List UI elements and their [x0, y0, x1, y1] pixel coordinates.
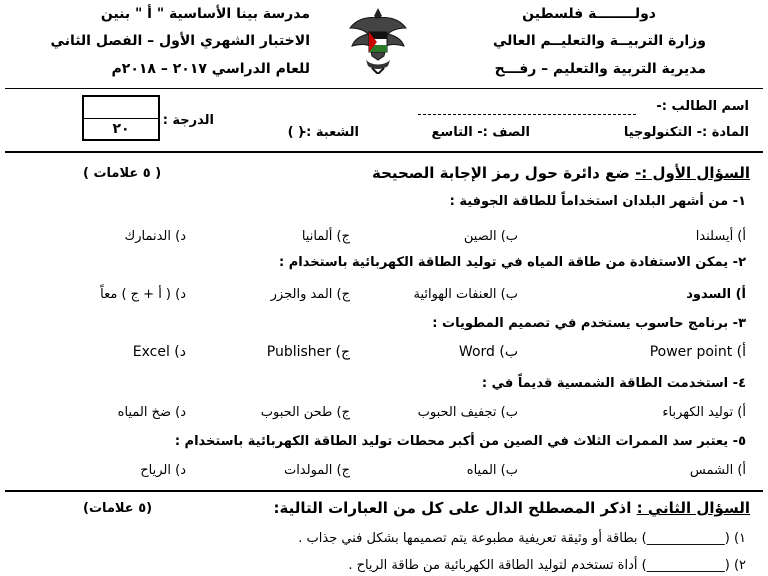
- q2-item1-blank[interactable]: (____________): [641, 531, 730, 546]
- info-divider: [5, 151, 763, 153]
- q2-instruction: اذكر المصطلح الدال على كل من العبارات التالية:: [273, 499, 632, 517]
- q1-divider: [5, 490, 763, 492]
- score-label: الدرجة :: [162, 113, 214, 128]
- q2-heading: [274, 499, 751, 517]
- student-name-label: اسم الطالب :-: [656, 99, 749, 114]
- q1-marks: ( ٥ علامات ): [83, 166, 162, 181]
- q1-item4-option-d[interactable]: د) ضخ المياه: [117, 405, 186, 420]
- q2-item1-text: بطاقة أو وثيقة تعريفية مطبوعة يتم تصميمها بشكل فني جذاب .: [298, 531, 638, 546]
- q1-item2-stem: ٢- يمكن الاستفادة من طاقة المياه في توليد الطاقة الكهربائية باستخدام :: [279, 255, 746, 270]
- section-field[interactable]: ( ): [287, 125, 304, 140]
- q1-item1-option-a[interactable]: أ) أيسلندا: [695, 229, 746, 244]
- header-school: مدرسة بينا الأساسية " أ " بنين: [100, 6, 310, 22]
- q1-item2-option-a[interactable]: أ) السدود: [686, 287, 746, 302]
- q2-item1-num: ١): [733, 531, 746, 546]
- q2-title: السؤال الثاني :: [636, 499, 750, 517]
- q1-item4-stem: ٤- استخدمت الطاقة الشمسية قديماً في :: [481, 376, 746, 391]
- student-name-field[interactable]: [418, 114, 636, 115]
- q1-item1-option-b[interactable]: ب) الصين: [463, 229, 518, 244]
- q1-item5-option-a[interactable]: أ) الشمس: [689, 463, 746, 478]
- header-directorate: مديرية التربية والتعليم – رفـــح: [494, 61, 706, 77]
- q2-item2: [348, 558, 746, 573]
- q1-title: السؤال الأول :-: [635, 164, 750, 182]
- q2-item2-blank[interactable]: (____________): [641, 558, 730, 573]
- eagle-emblem-icon: [348, 6, 408, 74]
- q1-item2-option-d[interactable]: د) ( أ + ج ) معاً: [100, 287, 186, 302]
- q1-item4-option-b[interactable]: ب) تجفيف الحبوب: [417, 405, 518, 420]
- q1-instruction: ضع دائرة حول رمز الإجابة الصحيحة: [371, 164, 630, 182]
- q1-item2-option-b[interactable]: ب) العنفات الهوائية: [413, 287, 518, 302]
- q1-item3-option-a[interactable]: أ) Power point: [649, 344, 746, 360]
- score-box: [82, 95, 160, 141]
- q1-item5-option-b[interactable]: ب) المياه: [466, 463, 518, 478]
- header-country: دولــــــــة فلسطين: [522, 6, 656, 22]
- q1-item3-option-c[interactable]: ج) Publisher: [266, 344, 350, 360]
- section-label: الشعبة :-: [300, 125, 359, 140]
- score-total: ٢٠: [112, 121, 130, 137]
- q1-item1-stem: ١- من أشهر البلدان استخداماً للطاقة الجوفية :: [449, 194, 746, 209]
- q1-item1-option-c[interactable]: ج) ألمانيا: [301, 229, 350, 244]
- header-exam-title: الاختبار الشهري الأول – الفصل الثاني: [50, 33, 310, 49]
- grade-label: الصف :- التاسع: [431, 125, 530, 140]
- score-box-divider: [84, 118, 158, 119]
- q1-item5-option-c[interactable]: ج) المولدات: [283, 463, 350, 478]
- q1-item4-option-a[interactable]: أ) توليد الكهرباء: [662, 405, 746, 420]
- q1-item3-option-d[interactable]: د) Excel: [132, 344, 186, 360]
- q1-heading: [372, 164, 750, 182]
- q1-item1-option-d[interactable]: د) الدنمارك: [124, 229, 186, 244]
- header-academic-year: للعام الدراسي ٢٠١٧ – ٢٠١٨م: [111, 61, 310, 77]
- header-divider: [5, 88, 763, 89]
- q1-item3-stem: ٣- برنامج حاسوب يستخدم في تصميم المطويات :: [432, 316, 746, 331]
- subject-label: المادة :- التكنولوجيا: [623, 125, 749, 140]
- q2-item2-text: أداة تستخدم لتوليد الطاقة الكهربائية من طاقة الرياح .: [348, 558, 638, 573]
- q1-item3-option-b[interactable]: ب) Word: [458, 344, 518, 360]
- header-ministry: وزارة التربيــة والتعليــم العالي: [492, 33, 706, 49]
- q1-item2-option-c[interactable]: ج) المد والجزر: [270, 287, 350, 302]
- q1-item4-option-c[interactable]: ج) طحن الحبوب: [260, 405, 350, 420]
- q2-marks: (٥ علامات): [83, 501, 153, 516]
- q2-item1: [298, 531, 746, 546]
- q2-item2-num: ٢): [733, 558, 746, 573]
- q1-item5-stem: ٥- يعتبر سد الممرات الثلاث في الصين من أكبر محطات توليد الطاقة الكهربائية باستخدام :: [174, 434, 746, 449]
- q1-item5-option-d[interactable]: د) الرياح: [140, 463, 186, 478]
